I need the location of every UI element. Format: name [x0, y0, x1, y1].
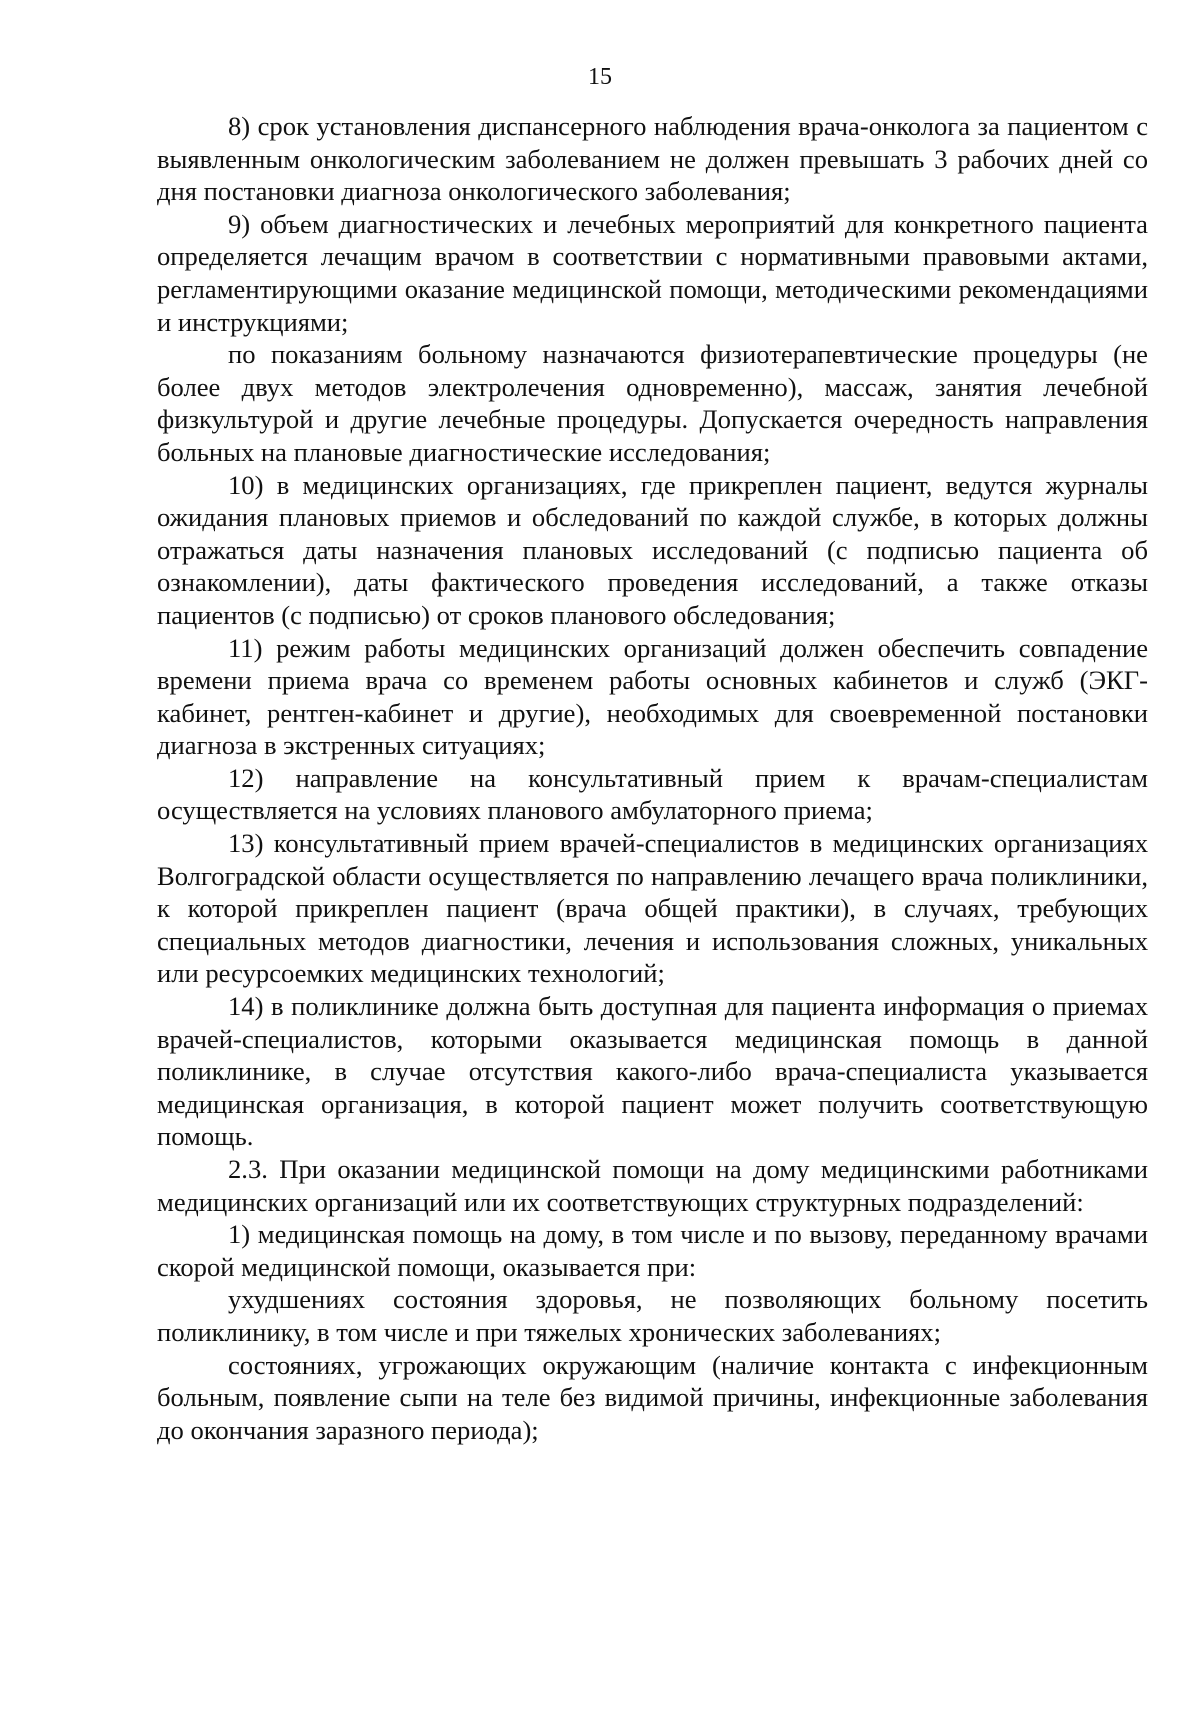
paragraph-item-9: 9) объем диагностических и лечебных мероприятий для конкретного пациента определяется лечащим врачом в соответствии с нормативными правовыми актами, регламентирующими оказание медицинской помощи, методическими рекомендациями и инструкциями;	[157, 208, 1148, 337]
page-number: 15	[588, 64, 612, 90]
paragraph-home-care-1: 1) медицинская помощь на дому, в том числе и по вызову, переданному врачами скорой медицинской помощи, оказывается при:	[157, 1219, 1148, 1282]
paragraph-section-2-3: 2.3. При оказании медицинской помощи на дому медицинскими работниками медицинских организаций или их соответствующих структурных подразделений:	[157, 1154, 1148, 1217]
paragraph-item-8: 8) срок установления диспансерного наблюдения врача-онколога за пациентом с выявленным онкологическим заболеванием не должен превышать 3 рабочих дней со дня постановки диагноза онкологического заболевания;	[157, 111, 1148, 207]
paragraph-item-14: 14) в поликлинике должна быть доступная для пациента информация о приемах врачей-специалистов, которыми оказывается медицинская помощь в данной поликлинике, в случае отсутствия какого-либо врача-специалиста указывается медицинская организация, в которой пациент может получить соответствующую помощь.	[157, 991, 1148, 1152]
paragraph-item-13: 13) консультативный прием врачей-специалистов в медицинских организациях Волгоградской области осуществляется по направлению лечащего врача поликлиники, к которой прикреплен пациент (врача общей практики), в случаях, требующих специальных методов диагностики, лечения и использования сложных, уникальных или ресурсоемких медицинских технологий;	[157, 828, 1148, 989]
paragraph-physiotherapy: по показаниям больному назначаются физиотерапевтические процедуры (не более двух методов электролечения одновременно), массаж, занятия лечебной физкультурой и другие лечебные процедуры. Допускается очередность направления больных на плановые диагностические исследования;	[157, 339, 1148, 467]
paragraph-item-11: 11) режим работы медицинских организаций должен обеспечить совпадение времени приема врача со временем работы основных кабинетов и служб (ЭКГ-кабинет, рентген-кабинет и другие), необходимых для своевременной постановки диагноза в экстренных ситуациях;	[157, 632, 1148, 761]
paragraph-item-10: 10) в медицинских организациях, где прикреплен пациент, ведутся журналы ожидания плановых приемов и обследований по каждой службе, в которых должны отражаться даты назначения плановых исследований (с подписью пациента об ознакомлении), даты фактического проведения исследований, а также отказы пациентов (с подписью) от сроков планового обследования;	[157, 469, 1148, 630]
paragraph-health-deterioration: ухудшениях состояния здоровья, не позволяющих больному посетить поликлинику, в том числе и при тяжелых хронических заболеваниях;	[157, 1284, 1148, 1347]
paragraph-item-12: 12) направление на консультативный прием к врачам-специалистам осуществляется на условиях планового амбулаторного приема;	[157, 762, 1148, 826]
paragraph-dangerous-conditions: состояниях, угрожающих окружающим (наличие контакта с инфекционным больным, появление сыпи на теле без видимой причины, инфекционные заболевания до окончания заразного периода);	[157, 1349, 1148, 1445]
document-body	[157, 110, 1148, 1446]
